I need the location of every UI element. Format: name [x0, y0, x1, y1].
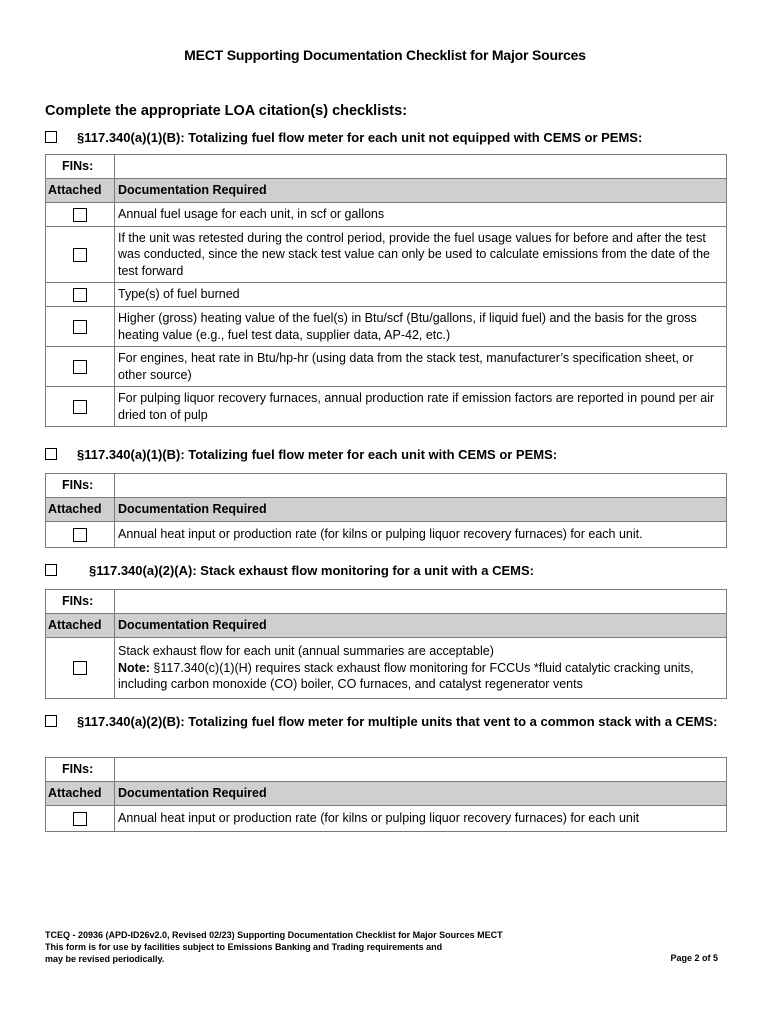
- section-3-checkbox[interactable]: [45, 564, 57, 576]
- attached-checkbox[interactable]: [73, 528, 87, 542]
- attached-checkbox[interactable]: [73, 320, 87, 334]
- footer-line-3: may be revised periodically.: [45, 954, 165, 964]
- doc-text: For engines, heat rate in Btu/hp-hr (using data from the stack test, manufacturer’s specification sheet, or other source): [115, 347, 727, 387]
- doc-text: Type(s) of fuel burned: [115, 283, 727, 307]
- doc-text: Annual heat input or production rate (for kilns or pulping liquor recovery furnaces) for each unit.: [115, 522, 727, 548]
- section-1-title: §117.340(a)(1)(B): Totalizing fuel flow meter for each unit not equipped with CEMS or PEMS:: [77, 130, 643, 145]
- footer-line-1: TCEQ - 20936 (APD-ID26v2.0, Revised 02/23) Supporting Documentation Checklist for Major Sources MECT: [45, 930, 503, 940]
- doc-text: If the unit was retested during the control period, provide the fuel usage values for before and after the test was conducted, since the new stack test value can only be used to calculate emissions from the date of the test forward: [115, 227, 727, 283]
- doc-note: [118, 660, 723, 693]
- section-2-checkbox[interactable]: [45, 448, 57, 460]
- table-row: [46, 283, 727, 307]
- table-row: [46, 227, 727, 283]
- section-1-heading: [45, 129, 642, 147]
- note-text: §117.340(c)(1)(H) requires stack exhaust flow monitoring for FCCUs *fluid catalytic cracking units, including carbon monoxide (CO) boiler, CO furnaces, and catalyst regenerator vents: [118, 660, 694, 692]
- fins-label: FINs:: [46, 155, 115, 179]
- doc-required-header: Documentation Required: [115, 782, 727, 806]
- section-1-checkbox[interactable]: [45, 131, 57, 143]
- fins-input[interactable]: [115, 155, 727, 179]
- attached-checkbox[interactable]: [73, 360, 87, 374]
- table-row: [46, 638, 727, 699]
- section-3-table: [45, 589, 727, 699]
- doc-text: Annual heat input or production rate (for kilns or pulping liquor recovery furnaces) for each unit: [115, 806, 727, 832]
- page-title: MECT Supporting Documentation Checklist for Major Sources: [184, 47, 586, 63]
- attached-checkbox[interactable]: [73, 208, 87, 222]
- fins-label: FINs:: [46, 474, 115, 498]
- section-1-table: [45, 154, 727, 427]
- fins-input[interactable]: [115, 758, 727, 782]
- attached-checkbox[interactable]: [73, 400, 87, 414]
- table-row: [46, 387, 727, 427]
- section-3-heading: [45, 562, 534, 580]
- doc-required-header: Documentation Required: [115, 179, 727, 203]
- footer-line-2: This form is for use by facilities subject to Emissions Banking and Trading requirements and: [45, 942, 443, 952]
- footer: [45, 929, 503, 965]
- section-3-title: §117.340(a)(2)(A): Stack exhaust flow monitoring for a unit with a CEMS:: [89, 563, 534, 578]
- table-row: [46, 806, 727, 832]
- table-row: [46, 203, 727, 227]
- section-4-heading: [45, 713, 735, 731]
- section-2-table: [45, 473, 727, 548]
- attached-checkbox[interactable]: [73, 812, 87, 826]
- doc-required-header: Documentation Required: [115, 614, 727, 638]
- doc-required-header: Documentation Required: [115, 498, 727, 522]
- section-4-title: §117.340(a)(2)(B): Totalizing fuel flow meter for multiple units that vent to a common stack with a CEMS:: [77, 714, 718, 729]
- fins-input[interactable]: [115, 474, 727, 498]
- instructions-heading: Complete the appropriate LOA citation(s) checklists:: [45, 103, 408, 119]
- table-row: [46, 347, 727, 387]
- doc-text: [115, 638, 727, 699]
- section-2-title: §117.340(a)(1)(B): Totalizing fuel flow meter for each unit with CEMS or PEMS:: [77, 447, 558, 462]
- attached-header: Attached: [46, 498, 115, 522]
- doc-text: Annual fuel usage for each unit, in scf or gallons: [115, 203, 727, 227]
- fins-input[interactable]: [115, 590, 727, 614]
- attached-checkbox[interactable]: [73, 248, 87, 262]
- attached-checkbox[interactable]: [73, 661, 87, 675]
- attached-header: Attached: [46, 782, 115, 806]
- fins-label: FINs:: [46, 590, 115, 614]
- section-4-table: [45, 757, 727, 832]
- attached-checkbox[interactable]: [73, 288, 87, 302]
- attached-header: Attached: [46, 614, 115, 638]
- page-number: Page 2 of 5: [670, 953, 718, 963]
- table-row: [46, 522, 727, 548]
- fins-label: FINs:: [46, 758, 115, 782]
- table-row: [46, 307, 727, 347]
- note-label: Note:: [118, 660, 150, 675]
- doc-text-line: Stack exhaust flow for each unit (annual summaries are acceptable): [118, 644, 494, 659]
- section-2-heading: [45, 446, 557, 464]
- section-4-checkbox[interactable]: [45, 715, 57, 727]
- doc-text: For pulping liquor recovery furnaces, annual production rate if emission factors are reported in pound per air dried ton of pulp: [115, 387, 727, 427]
- doc-text: Higher (gross) heating value of the fuel(s) in Btu/scf (Btu/gallons, if liquid fuel) and the basis for the gross heating value (e.g., fuel test data, supplier data, AP-42, etc.): [115, 307, 727, 347]
- attached-header: Attached: [46, 179, 115, 203]
